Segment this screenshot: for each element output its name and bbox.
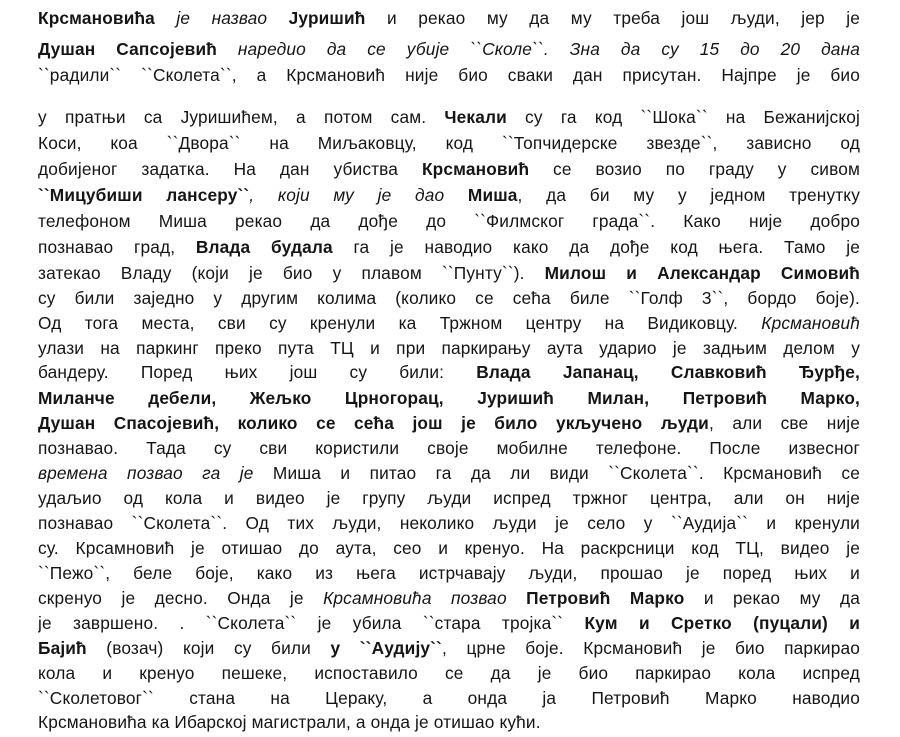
bold-text: Влада Јапанац, Славковић Ђурђе, (476, 362, 860, 382)
text-run: су. Крсамновић је отишао до аута, сео и кренуо. На раскрсници код ТЦ, видео је (38, 538, 860, 558)
text-line (38, 183, 860, 207)
text-line (38, 586, 860, 610)
text-line (38, 209, 860, 233)
italic-text: Крсамновића позвао (323, 588, 507, 608)
bold-text: Крсмановић (421, 159, 530, 179)
text-line (38, 6, 860, 30)
text-run (507, 588, 526, 608)
text-run: Коси, коа ``Двора`` на Миљаковцу, код ``Топчидерске звезде``, зависно од (38, 133, 860, 153)
text-run: су били заједно у другим колима (колико се сећа биле ``Голф 3``, бордо боје). (38, 288, 860, 308)
text-line (38, 511, 860, 535)
text-run: Од тога места, сви су кренули ка Тржном центру на Видиковцу. (38, 313, 762, 333)
text-run: улази на паркинг преко пута ТЦ и при паркирању аута ударио је задњим делом у (38, 338, 860, 358)
text-run: затекао Владу (који је био у плавом ``Пунту``). (38, 263, 545, 283)
text-run: бандеру. Поред њих још су били: (38, 362, 477, 382)
text-run: и рекао му да му треба још људи, јер је (365, 8, 860, 28)
italic-text: Крсмановић (761, 313, 860, 333)
text-line (38, 336, 860, 360)
text-line (38, 131, 860, 155)
bold-text: Душан Спасојевић, колико се сећа још је било укључено људи (38, 413, 709, 433)
text-run: Миша и питао га да ли види ``Сколета``. Крсмановић се (253, 463, 860, 483)
text-run: ``Сколетовог`` стана на Цераку, а онда ја Петровић Марко наводио (38, 688, 860, 708)
text-run: Крсмановића ка Ибарској магистрали, а онда је отишао кући. (38, 712, 541, 732)
text-line (38, 360, 860, 384)
text-run: га је наводио како да дође код њега. Тамо је (332, 237, 860, 257)
italic-text: , који му је дао (249, 185, 468, 205)
text-line (38, 436, 860, 460)
text-run: (возач) који су били (86, 638, 331, 658)
text-run: познавао ``Сколета``. Од тих људи, неколико људи је село у ``Аудија`` и кренули (38, 513, 860, 533)
text-run: су га код ``Шока`` на Бежанијској (506, 107, 860, 127)
bold-text: Бајић (38, 638, 87, 658)
text-run: познавао. Тада су сви користили своје мобилне телефоне. После извесног (38, 438, 860, 458)
text-run: и рекао му да (684, 588, 860, 608)
text-line (38, 261, 860, 285)
bold-text: ``Мицубиши лансеру`` (38, 185, 250, 205)
text-line (38, 286, 860, 310)
bold-text: Душан Сапсојевић (38, 39, 217, 59)
bold-text: Миша (467, 185, 518, 205)
text-line (38, 235, 860, 259)
italic-text: је назвао (154, 8, 289, 28)
text-line (38, 486, 860, 510)
text-line (38, 311, 860, 335)
bold-text: Кум и Сретко (пуцали) и (584, 613, 860, 633)
text-line (38, 561, 860, 585)
italic-text: времена позвао га је (38, 463, 254, 483)
bold-text: Чекали (444, 107, 507, 127)
text-run: скренуо је десно. Онда је (38, 588, 324, 608)
text-run: у пратњи са Јуришићем, а потом сам. (38, 107, 445, 127)
text-line (38, 661, 860, 685)
text-run: се возио по граду у сивом (529, 159, 860, 179)
text-run: ``Пежо``, беле боје, како из њега истрчавају људи, прошао је поред њих и (38, 563, 860, 583)
bold-text: Миланче дебели, Жељко Црногорац, Јуришић Милан, Петровић Марко, (38, 388, 860, 408)
bold-text: Петровић Марко (526, 588, 685, 608)
text-line (38, 710, 860, 734)
text-run: , али све није (708, 413, 860, 433)
text-line (38, 461, 860, 485)
text-line (38, 37, 860, 61)
text-run: телефоном Миша рекао да дође до ``Филмског града``. Како није добро (38, 211, 860, 231)
text-line (38, 636, 860, 660)
bold-text: Јуришић (288, 8, 366, 28)
text-line (38, 63, 860, 87)
bold-text: Крсмановића (38, 8, 155, 28)
text-line (38, 411, 860, 435)
text-run: удаљио од кола и видео је групу људи испред тржног центра, али он није (38, 488, 860, 508)
text-run: , да би му у једном тренутку (517, 185, 860, 205)
text-line (38, 105, 860, 129)
text-run: је завршено. . ``Сколета`` је убила ``стара тројка`` (38, 613, 585, 633)
text-run: , црне боје. Крсмановић је био паркирао (441, 638, 860, 658)
bold-text: у ``Аудију`` (330, 638, 442, 658)
text-line (38, 686, 860, 710)
bold-text: Влада будала (195, 237, 333, 257)
text-line (38, 386, 860, 410)
text-line (38, 611, 860, 635)
italic-text: наредио да се убије ``Сколе``. Зна да су 15 до 20 дана (216, 39, 860, 59)
bold-text: Милош и Александар Симовић (544, 263, 860, 283)
text-run: познавао град, (38, 237, 196, 257)
text-run: кола и кренуо пешеке, испоставило се да је био паркирао кола испред (38, 663, 860, 683)
text-run: добијеног задатка. На дан убиства (38, 159, 422, 179)
text-run: ``радили`` ``Сколета``, а Крсмановић није био сваки дан присутан. Најпре је био (38, 65, 860, 85)
text-line (38, 536, 860, 560)
text-line (38, 157, 860, 181)
